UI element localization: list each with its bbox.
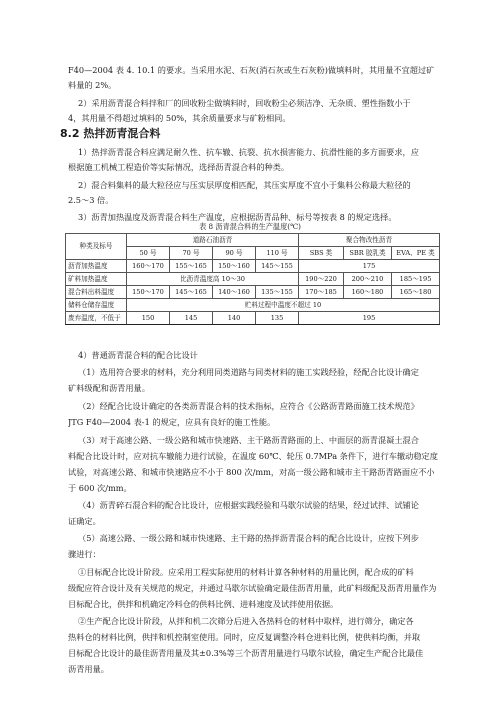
table-cell: 165～180 [392,286,440,299]
table-cell: 200～210 [344,273,392,286]
paragraph-line: 2）混合料集料的最大粒径应与压实层厚度相匹配，其压实厚度不宜小于集料公称最大粒径的 [78,180,411,190]
table-cell: 比沥青温度高 10～30 [127,273,299,286]
paragraph-line: 于 600 次/mm。 [68,483,132,493]
paragraph-line: 4，其用量不得超过填料的 50%，其余质量要求与矿粉相同。 [68,113,291,123]
table-row-label: 沥青加热温度 [66,260,127,273]
paragraph-line: （5）高速公路、一级公路和城市快速路、主干路的热拌沥青混合料的配合比设计，应按下列步 [78,533,419,543]
paragraph-line: F40—2004 表 4. 10.1 的要求。当采用水泥、石灰(消石灰或生石灰粉)做填料时，其用量不宜超过矿 [68,65,435,75]
paragraph-line: 料量的 2%。 [68,80,117,90]
paragraph-line: ②生产配合比设计阶段，从拌和机二次筛分后进入各热料仓的材料中取样，进行筛分，确定各 [78,616,414,626]
table-cell: 150～160 [213,260,256,273]
table-row [66,299,440,312]
table-cell: 145～155 [256,260,299,273]
table-cell: 190～220 [299,273,344,286]
table-cell: 135 [256,312,299,325]
paragraph-line: 矿料级配和沥青用量。 [68,383,150,393]
table-cell: 贮料过程中温度不超过 10 [127,299,440,312]
table-cell: 150 [127,312,170,325]
table-caption: 表 8 沥青混合料的生产温度(℃) [199,222,301,231]
table-header-row [66,234,440,247]
table-header-cell: 道路石油沥青 [127,234,299,247]
paragraph-line: 沥青用量。 [68,664,109,674]
paragraph-line: 料配合比设计时，应对抗车辙能力进行试验，在温度 60℃、轮压 0.7MPa 条件下，进行车辙动稳定度 [68,451,438,461]
table-cell: 145 [170,312,213,325]
paragraph-line: ①目标配合比设计阶段。应采用工程实际使用的材料计算各种材料的用量比例，配合成的矿料 [78,567,414,577]
paragraph-line: 级配应符合设计及有关规范的规定，并通过马歇尔试验确定最佳沥青用量，此矿料级配及沥青用量作为 [68,583,437,593]
table-header-cell: 种类及标号 [66,234,127,260]
table-cell: 155～165 [170,260,213,273]
table-header-cell: 聚合物改性沥青 [299,234,440,247]
paragraph-line: 2）采用沥青混合料拌和厂的回收粉尘做填料时，回收粉尘必须洁净、无杂质、塑性指数小于 [78,98,411,108]
paragraph-line: 3）沥青加热温度及沥青混合料生产温度，应根据沥青品种、标号等按表 8 的规定选择。 [78,212,397,222]
paragraph-line: 4）普通沥青混合料的配合比设计 [78,350,198,360]
table-row-label: 储料仓储存温度 [66,299,127,312]
table-header-cell: SBS 类 [299,247,344,260]
table-row [66,286,440,299]
paragraph-line: 1）热拌沥青混合料应满足耐久性、抗车辙、抗裂、抗水损害能力、抗滑性能的多方面要求，应 [78,147,419,157]
paragraph-line: 试验，对高速公路、和城市快速路应不小于 800 次/mm，对高一级公路和城市主干路沥青路面应不小 [68,467,435,477]
table-row [66,312,440,325]
section-heading: 8.2 热拌沥青混合料 [60,127,161,140]
paragraph-line: （1）选用符合要求的材料，充分利用同类道路与同类材料的施工实践经验，经配合比设计确定 [78,367,419,377]
table-header-cell: 90 号 [213,247,256,260]
paragraph-line: （4）沥青碎石混合料的配合比设计，应根据实践经验和马歇尔试验的结果，经过试拌、试铺论 [78,500,419,510]
paragraph-line: （3）对于高速公路、一级公路和城市快速路、主干路沥青路面的上、中面层的沥青混凝土混合 [78,435,419,445]
table-cell: 160～180 [344,286,392,299]
table-cell: 150～170 [127,286,170,299]
table-header-cell: 110 号 [256,247,299,260]
table-header-cell: EVA、PE 类 [392,247,440,260]
table-cell: 140～160 [213,286,256,299]
paragraph-line: JTG F40—2004 表-1 的规定，应具有良好的施工性能。 [68,417,276,427]
paragraph-line: 目标配合比，供拌和机确定冷料仓的供料比例、进料速度及试拌使用依据。 [68,599,339,609]
table-cell: 140 [213,312,256,325]
table-cell: 145～165 [170,286,213,299]
table-row [66,260,440,273]
paragraph-line: （2）经配合比设计确定的各类沥青混合料的技术指标，应符合《公路沥青路面施工技术规范》 [78,401,419,411]
table-row-label: 废弃温度，不低于 [66,312,127,325]
table-cell: 195 [299,312,440,325]
table-cell: 170～185 [299,286,344,299]
table-cell: 185～195 [392,273,440,286]
paragraph-line: 骤进行： [68,549,101,559]
paragraph-line: 证确定。 [68,516,101,526]
paragraph-line: 2.5～3 倍。 [68,195,114,205]
table-cell: 160～170 [127,260,170,273]
paragraph-line: 目标配合比设计的最佳沥青用量及其±0.3%等三个沥青用量进行马歇尔试验，确定生产配合比最佳 [68,648,424,658]
paragraph-line: 热料仓的材料比例，供拌和机控制室使用。同时，应反复调整冷料仓进料比例，使供料均衡，并取 [68,632,421,642]
table-cell: 175 [299,260,440,273]
paragraph-line: 根据施工机械工程造价等实际情况，选择沥青混合料的种类。 [68,162,290,172]
table-row-label: 矿料加热温度 [66,273,127,286]
temperature-table [65,233,440,325]
table-row-label: 混合料出料温度 [66,286,127,299]
table-header-cell: 70 号 [170,247,213,260]
table-header-cell: SBR 胶乳类 [344,247,392,260]
table-row [66,273,440,286]
table-cell: 135～155 [256,286,299,299]
table-header-cell: 50 号 [127,247,170,260]
